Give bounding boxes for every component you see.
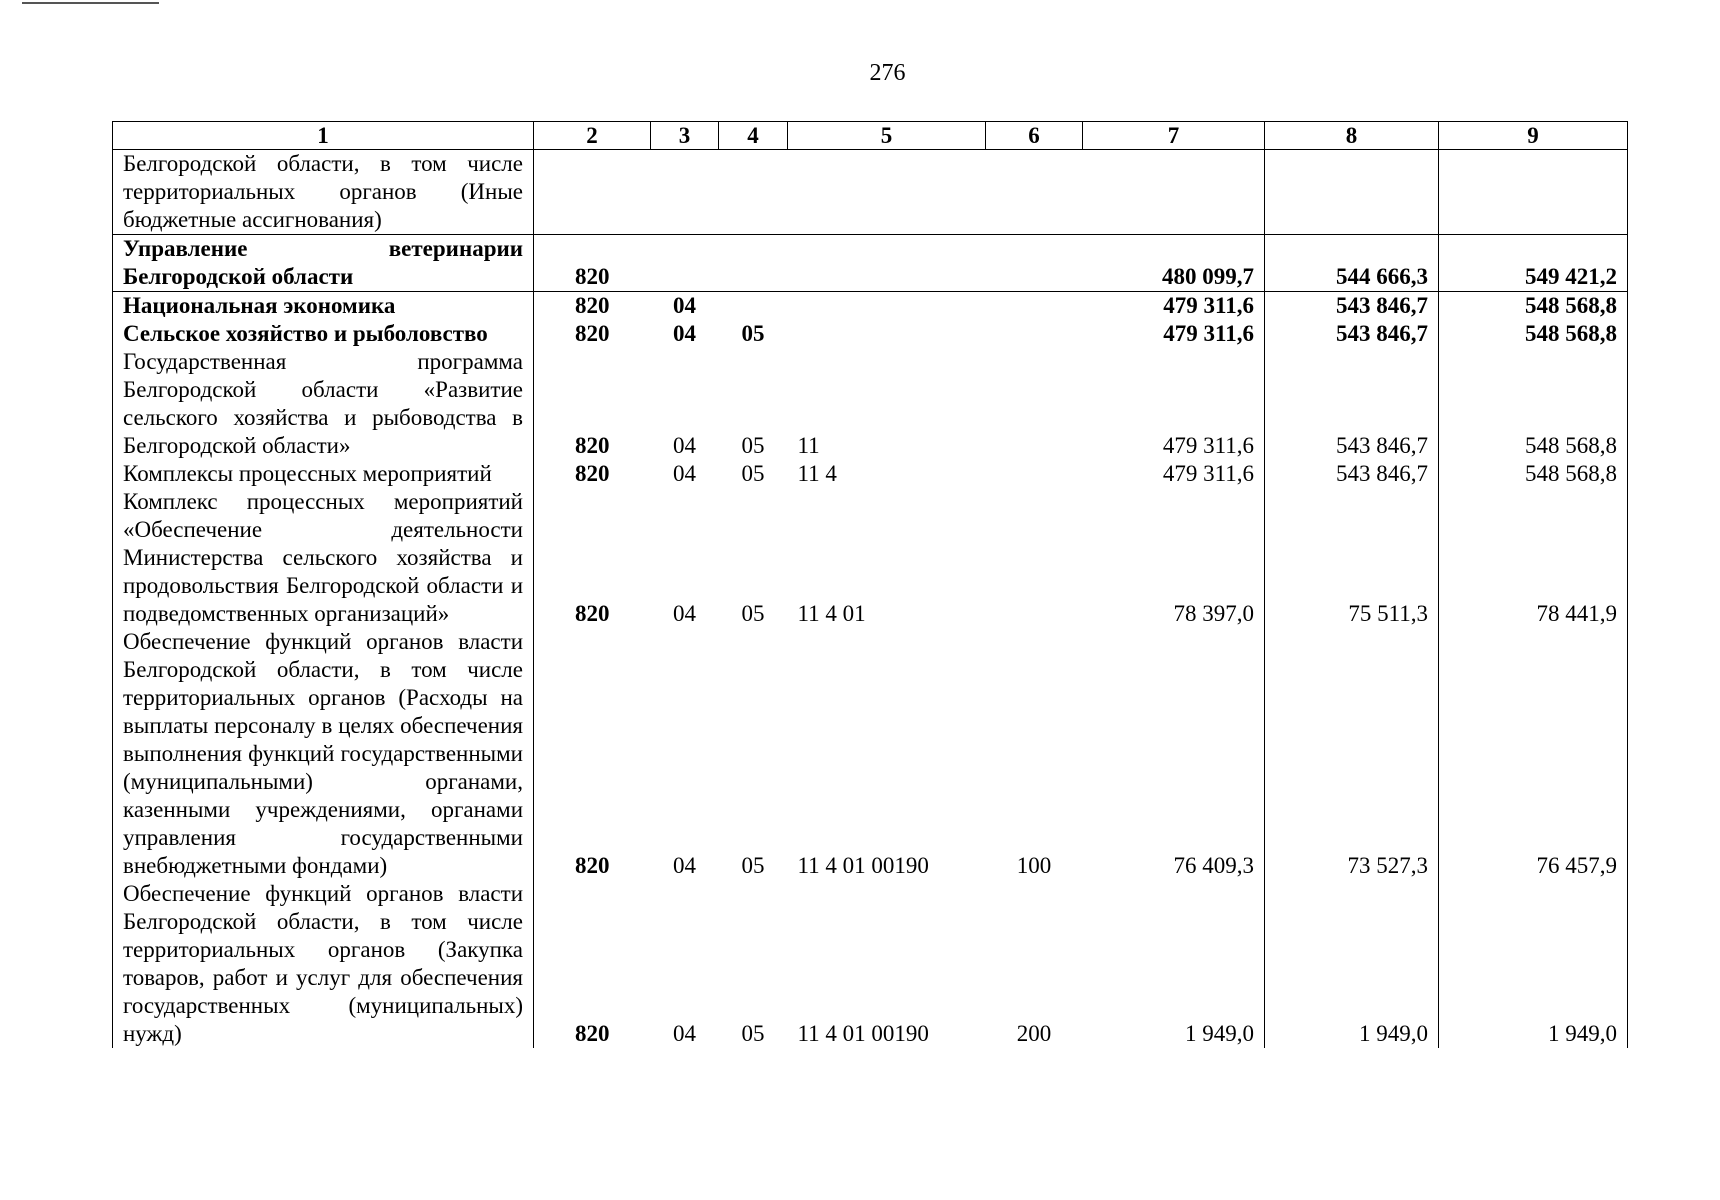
column-header-2: 2 (534, 122, 651, 150)
code-vr (986, 488, 1083, 628)
table-row (113, 488, 1628, 628)
amount-8: 544 666,3 (1265, 235, 1439, 292)
code-rz: 04 (673, 1021, 696, 1046)
code-rz: 04 (673, 601, 696, 626)
row-name: Белгородской области, в том числе территориальных органов (Иные бюджетные ассигнования) (113, 150, 534, 235)
row-name: Сельское хозяйство и рыболовство (113, 320, 534, 348)
code-pr: 05 (741, 321, 765, 346)
amount-9: 548 568,8 (1439, 460, 1628, 488)
amount-7: 1 949,0 (1083, 880, 1265, 1048)
code-grbs: 820 (534, 348, 651, 460)
code-pr: 05 (741, 601, 765, 626)
code-csr: 11 (797, 433, 820, 458)
row-name-line-2: Белгородской области (123, 264, 354, 289)
code-grbs: 820 (534, 488, 651, 628)
amount-8: 543 846,7 (1265, 320, 1439, 348)
code-csr: 11 4 (797, 461, 837, 486)
code-pr: 05 (741, 461, 765, 486)
row-name: Обеспечение функций органов власти Белгородской области, в том числе территориальных органов (Закупка товаров, работ и услуг для обеспечения государственных (муниципальных) нужд) (113, 880, 534, 1048)
code-grbs: 820 (534, 880, 651, 1048)
code-vr (986, 320, 1083, 348)
code-grbs: 820 (534, 292, 651, 321)
table-row (113, 235, 1628, 292)
column-number-row (113, 122, 1628, 150)
amount-7: 78 397,0 (1083, 488, 1265, 628)
table-row (113, 150, 1628, 235)
code-pr (719, 235, 788, 292)
code-vr (986, 460, 1083, 488)
amount-9: 548 568,8 (1439, 320, 1628, 348)
code-pr: 05 (741, 853, 765, 878)
amount-7: 479 311,6 (1083, 292, 1265, 321)
amount-8: 543 846,7 (1265, 460, 1439, 488)
row-name: Обеспечение функций органов власти Белгородской области, в том числе территориальных органов (Расходы на выплаты персоналу в целях обеспечения выполнения функций государственными (муниципальными) органами, казенными учреждениями, органами управления государственными внебюджетными фондами) (113, 628, 534, 880)
code-csr: 11 4 01 00190 (797, 853, 929, 878)
code-vr: 100 (1016, 853, 1052, 878)
amount-8: 73 527,3 (1265, 628, 1439, 880)
table-row (113, 880, 1628, 1048)
code-vr (986, 235, 1083, 292)
amount-7: 479 311,6 (1083, 348, 1265, 460)
amount-7: 479 311,6 (1083, 460, 1265, 488)
column-header-6: 6 (986, 122, 1083, 150)
amount-9: 548 568,8 (1439, 348, 1628, 460)
column-header-5: 5 (788, 122, 986, 150)
row-name: Государственная программа Белгородской области «Развитие сельского хозяйства и рыбоводства в Белгородской области» (113, 348, 534, 460)
page-number: 276 (869, 60, 906, 86)
row-name: Национальная экономика (113, 292, 534, 321)
amount-7: 480 099,7 (1083, 235, 1265, 292)
code-csr (788, 235, 986, 292)
amount-9: 1 949,0 (1439, 880, 1628, 1048)
amount-9: 78 441,9 (1439, 488, 1628, 628)
code-rz: 04 (673, 293, 696, 318)
code-pr (719, 292, 788, 321)
code-pr: 05 (741, 433, 765, 458)
row-name: Комплексы процессных мероприятий (113, 460, 534, 488)
table-row (113, 320, 1628, 348)
code-pr: 05 (741, 1021, 765, 1046)
amount-8: 543 846,7 (1265, 292, 1439, 321)
amount-7: 479 311,6 (1083, 320, 1265, 348)
amount-9: 548 568,8 (1439, 292, 1628, 321)
budget-table-wrapper (112, 121, 1627, 1048)
column-header-4: 4 (719, 122, 788, 150)
column-header-8: 8 (1265, 122, 1439, 150)
amount-9: 549 421,2 (1439, 235, 1628, 292)
table-row (113, 348, 1628, 460)
code-vr (986, 292, 1083, 321)
table-row (113, 628, 1628, 880)
code-rz: 04 (673, 461, 696, 486)
column-header-1: 1 (113, 122, 534, 150)
table-row (113, 292, 1628, 321)
column-header-3: 3 (651, 122, 719, 150)
amount-cell-8 (1265, 150, 1439, 235)
code-rz: 04 (673, 853, 696, 878)
code-grbs: 820 (534, 320, 651, 348)
code-csr (788, 320, 986, 348)
code-grbs: 820 (534, 628, 651, 880)
amount-8: 1 949,0 (1265, 880, 1439, 1048)
column-header-7: 7 (1083, 122, 1265, 150)
top-rule (22, 2, 159, 4)
amount-8: 75 511,3 (1265, 488, 1439, 628)
code-csr (788, 292, 986, 321)
amount-cell-9 (1439, 150, 1628, 235)
code-csr: 11 4 01 (797, 601, 866, 626)
code-rz: 04 (673, 433, 696, 458)
amount-9: 76 457,9 (1439, 628, 1628, 880)
code-grbs: 820 (534, 460, 651, 488)
code-grbs: 820 (534, 235, 651, 292)
table-row (113, 460, 1628, 488)
merged-code-cell (534, 150, 1265, 235)
code-rz: 04 (673, 321, 696, 346)
budget-table (112, 121, 1628, 1048)
column-header-9: 9 (1439, 122, 1628, 150)
row-name: Комплекс процессных мероприятий «Обеспечение деятельности Министерства сельского хозяйства и продовольствия Белгородской области и подведомственных организаций» (113, 488, 534, 628)
code-vr: 200 (1016, 1021, 1052, 1046)
code-vr (986, 348, 1083, 460)
code-csr: 11 4 01 00190 (797, 1021, 929, 1046)
row-name-line-1: Управление ветеринарии (123, 236, 523, 261)
amount-7: 76 409,3 (1083, 628, 1265, 880)
row-name (113, 235, 534, 292)
code-rz (651, 235, 719, 292)
amount-8: 543 846,7 (1265, 348, 1439, 460)
